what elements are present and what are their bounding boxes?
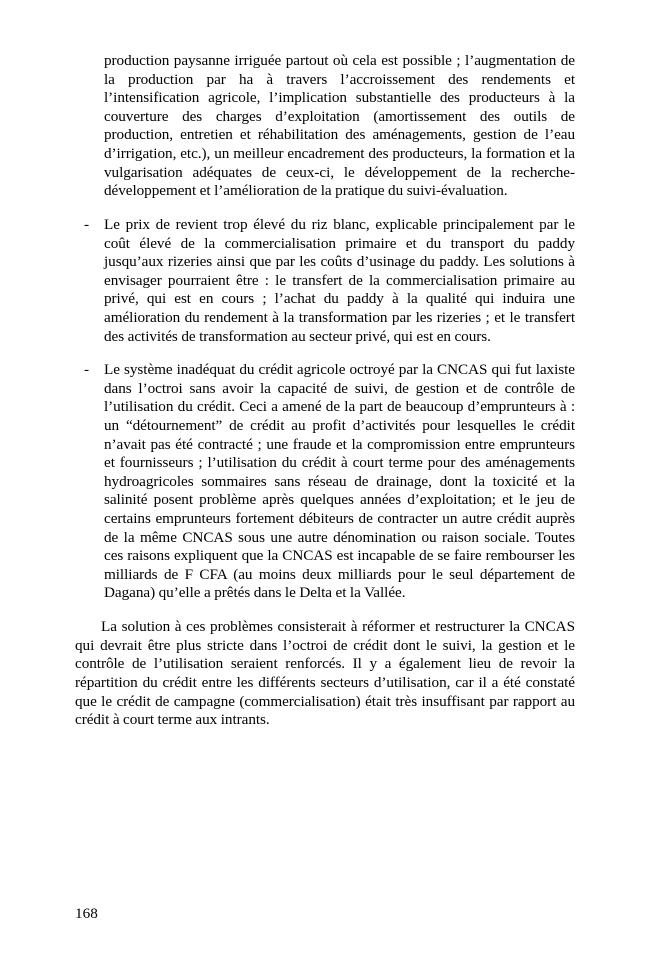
list-item (75, 361, 575, 603)
continuation-paragraph: production paysanne irriguée partout où cela est possible ; l’augmentation de la production par ha à travers l’accroissement des rendements et l’intensification agricole, l’implication substantielle des producteurs à la couverture des charges d’exploitation (amortissement des outils de production, entretien et réhabilitation des aménagements, gestion de l’eau d’irrigation, etc.), un meilleur encadrement des producteurs, la formation et la vulgarisation adéquates de ceux-ci, le développement de la recherche-développement et l’amélioration de la pratique du suivi-évaluation. (104, 52, 575, 200)
bullet-dash-marker: - (84, 361, 90, 379)
closing-paragraph: La solution à ces problèmes consisterait à réformer et restructurer la CNCAS qui devrait être plus stricte dans l’octroi de crédit dont le suivi, la gestion et le contrôle de l’utilisation seraient renforcés. Il y a également lieu de revoir la répartition du crédit entre les différents secteurs d’utilisation, car il a été constaté que le crédit de campagne (commercialisation) était très insuffisant par rapport au crédit à court terme aux intrants. (75, 618, 575, 729)
list-item (75, 216, 575, 346)
page-body (75, 52, 575, 730)
list-item-text: Le système inadéquat du crédit agricole octroyé par la CNCAS qui fut laxiste dans l’octroi sans avoir la capacité de suivi, de gestion et de contrôle de l’utilisation du crédit. Ceci a amené de la part de beaucoup d’emprunteurs à : un “détournement” de crédit au profit d’activités pour lesquelles le crédit n’avait pas été contracté ; une fraude et la compromission entre emprunteurs et fournisseurs ; l’utilisation du crédit à court terme pour des aménagements hydroagricoles sommaires sans réseau de drainage, dont la toxicité et la salinité posent problème après quelques années d’exploitation; et le jeu de certains emprunteurs fortement débiteurs de contracter un autre crédit auprès de la même CNCAS sous une autre dénomination ou raison sociale. Toutes ces raisons expliquent que la CNCAS est incapable de se faire rembourser les milliards de F CFA (au moins deux milliards pour le seul département de Dagana) qu’elle a prêtés dans le Delta et la Vallée. (104, 361, 575, 602)
bullet-dash-marker: - (84, 215, 90, 233)
list-item-text: Le prix de revient trop élevé du riz blanc, explicable principalement par le coût élevé de la commercialisation primaire et du transport du paddy jusqu’aux rizeries ainsi que par les coûts d’usinage du paddy. Les solutions à envisager pourraient être : le transfert de la commercialisation primaire au privé, qui est en cours ; l’achat du paddy à la qualité qui induira une amélioration du rendement à la transformation par les rizeries ; et le transfert des activités de transformation au secteur privé, qui est en cours. (104, 215, 575, 345)
page-number: 168 (75, 905, 98, 922)
